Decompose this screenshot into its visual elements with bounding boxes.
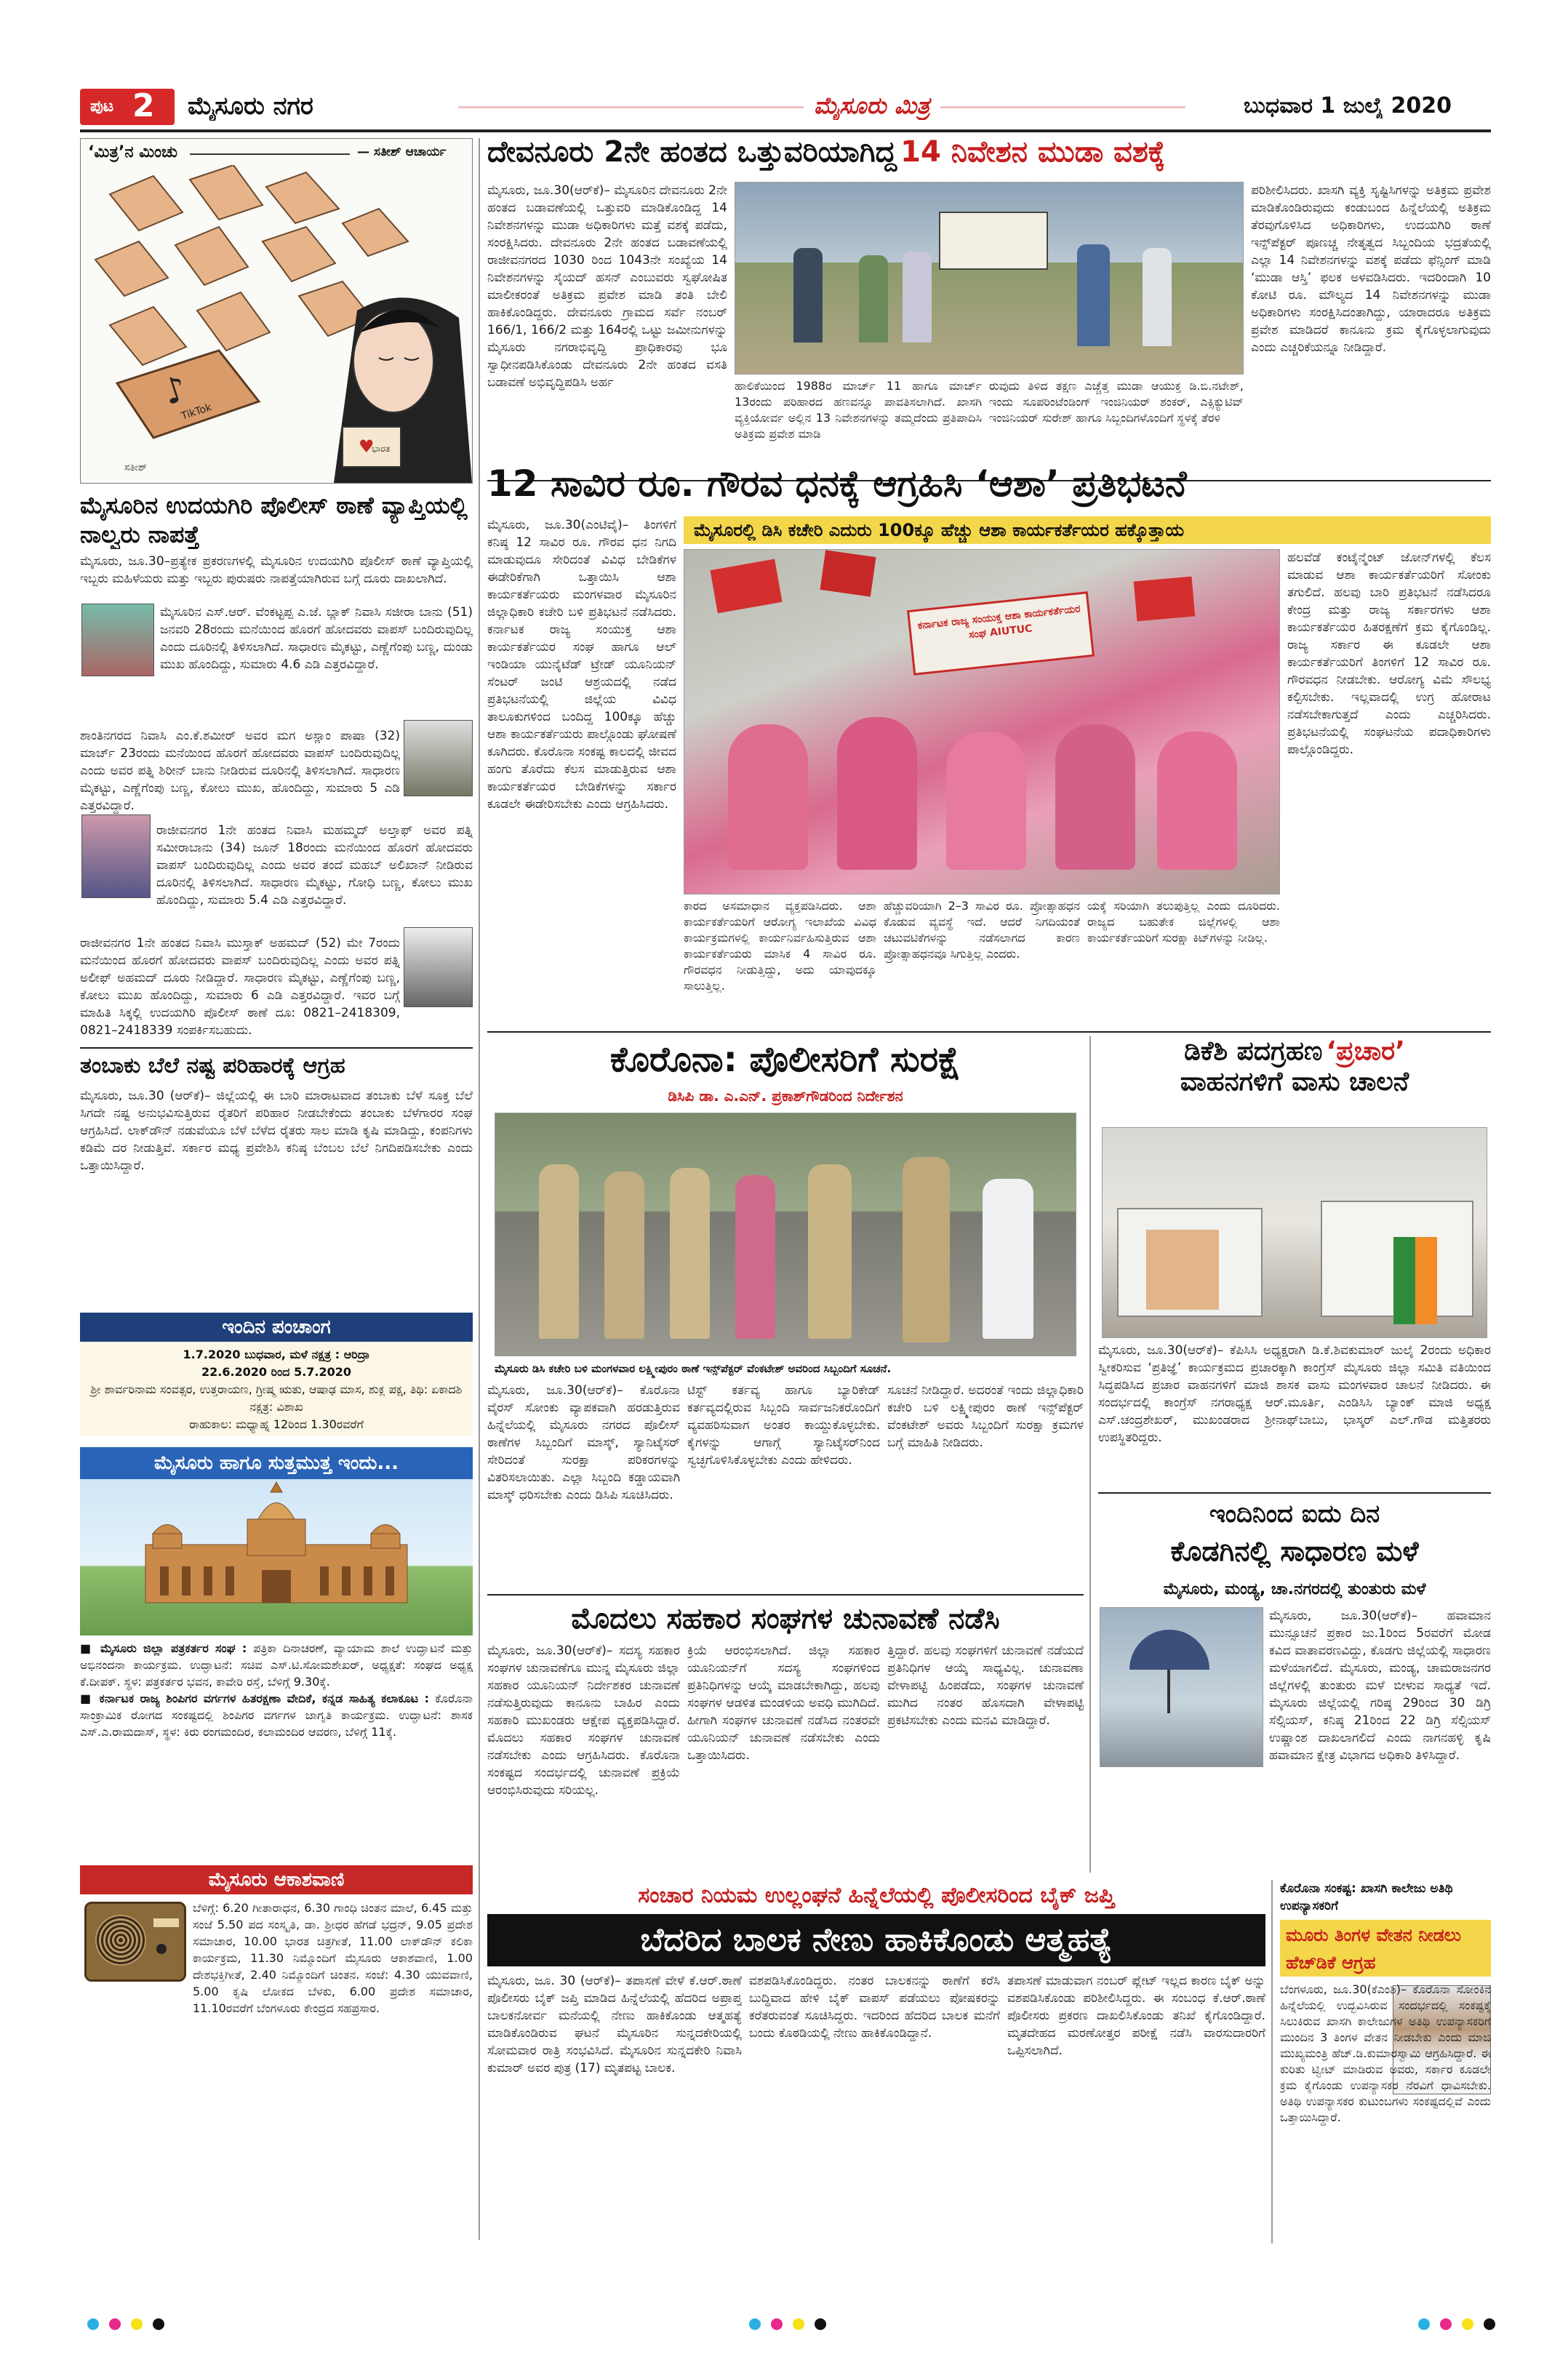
page-number: 2: [132, 87, 155, 124]
panchanga-line4: ರಾಹುಕಾಲ: ಮಧ್ಯಾಹ್ನ 12ರಿಂದ 1.30ರವರೆಗೆ: [189, 1417, 364, 1431]
story6-body: ಮೈಸೂರು, ಜೂ.30(ಆರ್‌ಕೆ)– ಕೆಪಿಸಿಸಿ ಅಧ್ಯಕ್ಷರಾಗಿ ಡಿ.ಕೆ.ಶಿವಕುಮಾರ್ ಜುಲೈ 2ರಂದು ಅಧಿಕಾರ ಸ್ವೀಕರಿಸುವ ‘ಪ್ರತಿಜ್ಞೆ’ ಕಾರ್ಯಕ್ರಮದ ಪ್ರಚಾರಕ್ಕಾಗಿ ಕಾಂಗ್ರೆಸ್ ಮೈಸೂರು ಜಿಲ್ಲಾ ಸಮಿತಿ ವತಿಯಿಂದ ಸಿದ್ಧಪಡಿಸಿದ ಪ್ರಚಾರ ವಾಹನಗಳಿಗೆ ಮಾಜಿ ಶಾಸಕ ವಾಸು ಮಂಗಳವಾರ ಚಾಲನೆ ನೀಡಿದರು. ಈ ಸಂದರ್ಭದಲ್ಲಿ ಕಾಂಗ್ರೆಸ್ ನಗರಾಧ್ಯಕ್ಷ ಆರ್.ಮೂರ್ತಿ, ಎಂಡಿಸಿಸಿ ಬ್ಯಾಂಕ್ ಮಾಜಿ ಅಧ್ಯಕ್ಷ ಎಸ್.ಚಂದ್ರಶೇಖರ್, ಮುಖಂಡರಾದ ಶ್ರೀನಾಥ್‌ಬಾಬು, ಭಾಸ್ಕರ್ ಎಲ್.ಗೌಡ ಮತ್ತಿತರರು ಉಪಸ್ಥಿತರಿದ್ದರು.: [1098, 1343, 1491, 1445]
reg-dot-cyan-mid: [749, 2318, 761, 2330]
reg-dot-black-left: [153, 2318, 164, 2330]
story5-subhead: ಡಿಸಿಪಿ ಡಾ. ಎ.ಎನ್. ಪ್ರಕಾಶ್‌ಗೌಡರಿಂದ ನಿರ್ದೇಶನ: [668, 1087, 903, 1105]
palace-illustration: [80, 1479, 473, 1636]
reg-dot-magenta-right: [1440, 2318, 1452, 2330]
story1-headline-a: ದೇವನೂರು 2ನೇ ಹಂತದ ಒತ್ತುವರಿಯಾಗಿದ್ದ: [487, 135, 897, 169]
story9-kicker: ಸಂಚಾರ ನಿಯಮ ಉಲ್ಲಂಘನೆ ಹಿನ್ನೆಲೆಯಲ್ಲಿ ಪೊಲೀಸರಿಂದ ಬೈಕ್ ಜಪ್ತಿ: [638, 1883, 1115, 1908]
event1-text: ಪತ್ರಿಕಾ ದಿನಾಚರಣೆ, ವ್ಯಾಯಾಮ ಶಾಲೆ ಉದ್ಘಾಟನೆ ಮತ್ತು ಅಭಿನಂದನಾ ಕಾರ್ಯಕ್ರಮ. ಉದ್ಘಾಟನೆ: ಸಚಿವ ಎಸ್.ಟಿ.ಸೋಮಶೇಖರ್, ಅಧ್ಯಕ್ಷತೆ: ಸಂಘದ ಅಧ್ಯಕ್ಷ ಕೆ.ದೀಪಕ್. ಸ್ಥಳ: ಪತ್ರಕರ್ತರ ಭವನ, ಕಾವೇರಿ ರಸ್ತೆ, ಬೆಳಿಗ್ಗೆ 9.30ಕ್ಕೆ.: [80, 1641, 473, 1689]
story8-col2: ಕ್ರಿಯೆ ಆರಂಭಿಸಲಾಗಿದೆ. ಜಿಲ್ಲಾ ಸಹಕಾರ ಯೂನಿಯನ್‌ಗೆ ಸದಸ್ಯ ಸಂಘಗಳಿಂದ ಪ್ರತಿನಿಧಿಗಳನ್ನು ಆಯ್ಕೆ ಮಾಡಬೇಕಾಗಿದ್ದು, ಹಲವು ಸಂಘಗಳ ಆಡಳಿತ ಮಂಡಳಿಯ ಅವಧಿ ಮುಗಿದಿದೆ. ಹೀಗಾಗಿ ಸಂಘಗಳ ಚುನಾವಣೆ ನಡೆಸಿದ ನಂತರವೇ ಯೂನಿಯನ್ ಚುನಾವಣೆ ನಡೆಸಬೇಕು ಎಂದು ಒತ್ತಾಯಿಸಿದರು.: [687, 1644, 880, 1763]
story3-headline-text: 12 ಸಾವಿರ ರೂ. ಗೌರವ ಧನಕ್ಕೆ ಆಗ್ರಹಿಸಿ ‘ಆಶಾ’ ಪ್ರತಿಭಟನೆ: [487, 463, 1187, 505]
right-column-divider: [1089, 1036, 1091, 1873]
story3-rule: [487, 1031, 1491, 1033]
reg-dot-yellow-right: [1462, 2318, 1473, 2330]
story1-col2: ಹಾಲಿಕೆಯಿಂದ 1988ರ ಮಾರ್ಚ್ 11 ಹಾಗೂ ಮಾರ್ಚ್ 13ರಂದು ಪರಿಹಾರದ ಹಣವನ್ನೂ ಪಾವತಿಸಲಾಗಿದೆ. ಖಾಸಗಿ ವ್ಯಕ್ತಿಯೋರ್ವ ಅಲ್ಲಿನ 13 ನಿವೇಶನಗಳನ್ನು ತಮ್ಮದೆಂದು ಪ್ರತಿಪಾದಿಸಿ ಅತಿಕ್ರಮ ಪ್ರವೇಶ ಮಾಡಿ: [735, 379, 982, 441]
story5-col1: ಮೈಸೂರು, ಜೂ.30(ಆರ್‌ಕೆ)– ಕೊರೊನಾ ವೈರಸ್ ಸೋಂಕು ವ್ಯಾಪಕವಾಗಿ ಹರಡುತ್ತಿರುವ ಹಿನ್ನೆಲೆಯಲ್ಲಿ ಮೈಸೂರು ನಗರದ ಪೊಲೀಸ್ ಠಾಣೆಗಳ ಸಿಬ್ಬಂದಿಗೆ ಮಾಸ್ಕ್, ಸ್ಯಾನಿಟೈಸರ್ ಸೇರಿದಂತೆ ಸುರಕ್ಷಾ ಪರಿಕರಗಳನ್ನು ವಿತರಿಸಲಾಯಿತು. ಎಲ್ಲಾ ಸಿಬ್ಬಂದಿ ಕಡ್ಡಾಯವಾಗಿ ಮಾಸ್ಕ್ ಧರಿಸಬೇಕು ಎಂದು ಡಿಸಿಪಿ ಸೂಚಿಸಿದರು.: [487, 1383, 680, 1502]
section-name: ಮೈಸೂರು ನಗರ: [188, 92, 313, 121]
story3-col4: ಯಕ್ಕೆ ಸರಿಯಾಗಿ ತಲುಪುತ್ತಿಲ್ಲ ಎಂದು ದೂರಿದರು. ರಾಜ್ಯದ ಬಹುತೇಕ ಜಿಲ್ಲೆಗಳಲ್ಲಿ ಆಶಾ ಕಾರ್ಯಕರ್ತೆಯರಿಗೆ ಸುರಕ್ಷಾ ಕಿಟ್‌ಗಳನ್ನು ನೀಡಿಲ್ಲ.: [1087, 899, 1280, 945]
missing-photo-1: [81, 604, 154, 676]
protest-banner-text: ಕರ್ನಾಟಕ ರಾಜ್ಯ ಸಂಯುಕ್ತ ಆಶಾ ಕಾರ್ಯಕರ್ತೆಯರ ಸಂಘ AIUTUC: [917, 603, 1081, 641]
story6-rule: [1098, 1492, 1491, 1494]
radio-body: ಬೆಳಿಗ್ಗೆ: 6.20 ಗೀತಾರಾಧನ, 6.30 ಗಾಂಧಿ ಚಿಂತನ ಮಾಲೆ, 6.45 ಮತ್ತು ಸಂಜೆ 5.50 ಪದ ಸಂಸ್ಕೃತಿ, ಡಾ. ಶ್ರೀಧರ ಹೆಗಡೆ ಭದ್ರನ್, 9.05 ಪ್ರದೇಶ ಸಮಾಚಾರ, 10.00 ಭಾರತ ಚಿತ್ರಗೀತೆ, 11.00 ಲಾಕ್‌ಡೌನ್ ಕಲಿಕಾ ಕಾರ್ಯಕ್ರಮ, 11.30 ನಿಮ್ಮೊಂದಿಗೆ ಮೈಸೂರು ಆಕಾಶವಾಣಿ, 1.00 ದೇಶಭಕ್ತಿಗೀತೆ, 2.40 ನಿಮ್ಮೊಂದಿಗೆ ಚಿಂತನ. ಸಂಜೆ: 4.30 ಯುವವಾಣಿ, 5.00 ಕೃಷಿ ಲೋಕದ ಬೆಳಕು, 6.00 ಪ್ರದೇಶ ಸಮಾಚಾರ, 11.10ರವರೆಗೆ ಬೆಂಗಳೂರು ಕೇಂದ್ರದ ಸಹಪ್ರಸಾರ.: [193, 1901, 473, 2015]
story1-col4: ಪರಿಶೀಲಿಸಿದರು. ಖಾಸಗಿ ವ್ಯಕ್ತಿ ಸೃಷ್ಟಿಸಿಗಳನ್ನು ಅತಿಕ್ರಮ ಪ್ರವೇಶ ಮಾಡಿಕೊಂಡಿರುವುದು ಕಂಡುಬಂದ ಹಿನ್ನೆಲೆಯಲ್ಲಿ ಅತಿಕ್ರಮ ತೆರವುಗೊಳಿಸಿದ ಅಧಿಕಾರಿಗಳು, ಉದಯಗಿರಿ ಠಾಣೆ ಇನ್ಸ್‌ಪೆಕ್ಟರ್ ಪೂಣಚ್ಚ ನೇತೃತ್ವದ ಸಿಬ್ಬಂದಿಯ ಭದ್ರತೆಯಲ್ಲಿ ಎಲ್ಲಾ 14 ನಿವೇಶನಗಳನ್ನು ವಶಕ್ಕೆ ಪಡೆದು ಫೆನ್ಸಿಂಗ್ ಮಾಡಿ ‘ಮುಡಾ ಆಸ್ತಿ’ ಫಲಕ ಅಳವಡಿಸಿದರು. ಇದರಿಂದಾಗಿ 10 ಕೋಟಿ ರೂ. ಮೌಲ್ಯದ 14 ನಿವೇಶನಗಳನ್ನು ಮುಡಾ ಅಧಿಕಾರಿಗಳು ಸಂರಕ್ಷಿಸಿದಂತಾಗಿದ್ದು, ಯಾರಾದರೂ ಅತಿಕ್ರಮ ಪ್ರವೇಶ ಮಾಡಿದರೆ ಕಾನೂನು ಕ್ರಮ ಕೈಗೊಳ್ಳಲಾಗುವುದು ಎಂದು ಎಚ್ಚರಿಕೆಯನ್ನೂ ನೀಡಿದ್ದಾರೆ.: [1251, 183, 1491, 355]
panchanga-box: [80, 1342, 473, 1436]
story1-headline-b: 14 ನಿವೇಶನ ಮುಡಾ ವಶಕ್ಕೆ: [900, 135, 1166, 169]
story6-headline-a: ಡಿಕೆಶಿ ಪದಗ್ರಹಣ: [1184, 1036, 1323, 1066]
story7-headline-b: ಕೊಡಗಿನಲ್ಲಿ ಸಾಧಾರಣ ಮಳೆ: [1170, 1535, 1419, 1567]
masthead: [80, 86, 1491, 128]
issue-date: ಬುಧವಾರ 1 ಜುಲೈ 2020: [1244, 93, 1452, 119]
story9-col1: ಮೈಸೂರು, ಜೂ. 30 (ಆರ್‌ಕೆ)– ತಪಾಸಣೆ ವೇಳೆ ಕೆ.ಆರ್.ಠಾಣೆ ಪೊಲೀಸರು ಬೈಕ್ ಜಪ್ತಿ ಮಾಡಿದ ಹಿನ್ನೆಲೆಯಲ್ಲಿ ಹೆದರಿದ ಅಪ್ರಾಪ್ತ ಬಾಲಕನೋರ್ವ ಮನೆಯಲ್ಲಿ ನೇಣು ಹಾಕಿಕೊಂಡು ಆತ್ಮಹತ್ಯೆ ಮಾಡಿಕೊಂಡಿರುವ ಘಟನೆ ಮೈಸೂರಿನ ಸುನ್ನದಕೇರಿಯಲ್ಲಿ ಸೋಮವಾರ ರಾತ್ರಿ ಸಂಭವಿಸಿದೆ. ಮೈಸೂರಿನ ಸುನ್ನದಕೇರಿ ನಿವಾಸಿ ಕುಮಾರ್ ಅವರ ಪುತ್ರ (17) ಮೃತಪಟ್ಟ ಬಾಲಕ.: [487, 1974, 742, 2075]
story10-headline: ಮೂರು ತಿಂಗಳ ವೇತನ ನೀಡಲು ಹೆಚ್‌ಡಿಕೆ ಆಗ್ರಹ: [1280, 1920, 1491, 1977]
panchanga-line1: 1.7.2020 ಬುಧವಾರ, ಮಳೆ ನಕ್ಷತ್ರ : ಆರಿದ್ರಾ: [183, 1348, 370, 1361]
story3-col3: ಹೆಚ್ಚುವರಿಯಾಗಿ 2–3 ಸಾವಿರ ರೂ. ಪ್ರೋತ್ಸಾಹಧನ ಕೊಡುವ ವ್ಯವಸ್ಥೆ ಇದೆ. ಆದರೆ ನಿಗದಿಯಂತೆ ಚಟುವಟಿಕೆಗಳನ್ನು ನಡೆಸಲಾಗದ ಕಾರಣ ಪ್ರೋತ್ಸಾಹಧನವೂ ಸಿಗುತ್ತಿಲ್ಲ ಎಂದರು.: [884, 899, 1080, 961]
story5-rule: [487, 1594, 1084, 1596]
cartoon-title-rule: [190, 153, 350, 155]
events-title: ಮೈಸೂರು ಹಾಗೂ ಸುತ್ತಮುತ್ತ ಇಂದು...: [80, 1447, 473, 1479]
story7-headline-a: ಇಂದಿನಿಂದ ಐದು ದಿನ: [1209, 1500, 1380, 1529]
story1-col1: ಮೈಸೂರು, ಜೂ.30(ಆರ್‌ಕೆ)– ಮೈಸೂರಿನ ದೇವನೂರು 2ನೇ ಹಂತದ ಬಡಾವಣೆಯಲ್ಲಿ ಒತ್ತುವರಿ ಮಾಡಿಕೊಂಡಿದ್ದ 14 ನಿವೇಶನಗಳನ್ನು ಮುಡಾ ಅಧಿಕಾರಿಗಳು ಮತ್ತೆ ವಶಕ್ಕೆ ಪಡೆದು, ಸಂರಕ್ಷಿಸಿದರು. ದೇವನೂರು 2ನೇ ಹಂತದ ಬಡಾವಣೆಯಲ್ಲಿ ರಾಜೀವನಗರದ 1030 ರಿಂದ 1043ನೇ ಸಂಖ್ಯೆಯ 14 ನಿವೇಶನಗಳನ್ನು ಸೈಯದ್ ಹಸನ್ ಎಂಬುವರು ಸ್ವಘೋಷಿತ ಮಾಲೀಕರಂತೆ ಅತಿಕ್ರಮ ಪ್ರವೇಶ ಮಾಡಿ ತಂತಿ ಬೇಲಿ ಹಾಕಿಕೊಂಡಿದ್ದರು. ದೇವನೂರು ಗ್ರಾಮದ ಸರ್ವೆ ನಂಬರ್ 166/1, 166/2 ಮತ್ತು 164ರಲ್ಲಿ ಒಟ್ಟು ಜಮೀನುಗಳನ್ನು ಮೈಸೂರು ನಗರಾಭಿವೃದ್ಧಿ ಪ್ರಾಧಿಕಾರವು ಭೂ ಸ್ವಾಧೀನಪಡಿಸಿಕೊಂಡು ದೇವನೂರು 2ನೇ ಹಂತದ ವಸತಿ ಬಡಾವಣೆ ಅಭಿವೃದ್ಧಿಪಡಿಸಿ ಅರ್ಹ: [487, 183, 727, 390]
story6-headline-b: ವಾಹನಗಳಿಗೆ ವಾಸು ಚಾಲನೆ: [1180, 1067, 1409, 1097]
story2-rule: [80, 1047, 473, 1049]
story1-headline: [487, 135, 1491, 179]
paper-name: ಮೈಸೂರು ಮಿತ್ರ: [804, 92, 940, 120]
story1-col3: ರುವುದು ತಿಳಿದ ತಕ್ಷಣ ಎಚ್ಚೆತ್ತ ಮುಡಾ ಆಯುಕ್ತ ಡಿ.ಬಿ.ನಟೇಶ್, ಇಂದು ಸೂಪರಿಂಟೆಂಡಿಂಗ್ ಇಂಜಿನಿಯರ್ ಶಂಕರ್, ಎಕ್ಸಿಕ್ಯುಟಿವ್ ಇಂಜಿನಿಯರ್ ಸುರೇಶ್ ಹಾಗೂ ಸಿಬ್ಬಂದಿಗಳೊಂದಿಗೆ ಸ್ಥಳಕ್ಕೆ ತೆರಳಿ: [989, 379, 1244, 425]
story3-photo: [684, 549, 1280, 894]
story3-col2: ಕಾರದ ಅಸಮಾಧಾನ ವ್ಯಕ್ತಪಡಿಸಿದರು. ಆಶಾ ಕಾರ್ಯಕರ್ತೆಯರಿಗೆ ಆರೋಗ್ಯ ಇಲಾಖೆಯ ವಿವಿಧ ಕಾರ್ಯಕ್ರಮಗಳಲ್ಲಿ ಕಾರ್ಯನಿರ್ವಹಿಸುತ್ತಿರುವ ಆಶಾ ಕಾರ್ಯಕರ್ತೆಯರು ಮಾಸಿಕ 4 ಸಾವಿರ ರೂ. ಗೌರವಧನ ನೀಡುತ್ತಿದ್ದು, ಅದು ಯಾವುದಕ್ಕೂ ಸಾಲುತ್ತಿಲ್ಲ.: [684, 899, 876, 993]
reg-dot-magenta-left: [109, 2318, 121, 2330]
protest-banner: [907, 591, 1095, 676]
story9-col2: ವಶಪಡಿಸಿಕೊಂಡಿದ್ದರು. ನಂತರ ಬಾಲಕನನ್ನು ಠಾಣೆಗೆ ಕರೆಸಿ ಬುದ್ಧಿವಾದ ಹೇಳಿ ಬೈಕ್ ವಾಪಸ್ ಪಡೆಯಲು ಪೋಷಕರನ್ನು ಕರೆತರುವಂತೆ ಸೂಚಿಸಿದ್ದರು. ಇದರಿಂದ ಹೆದರಿದ ಬಾಲಕ ಮನೆಗೆ ಬಂದು ಕೊಠಡಿಯಲ್ಲಿ ನೇಣು ಹಾಕಿಕೊಂಡಿದ್ದಾನೆ.: [749, 1974, 1000, 2041]
reg-dot-yellow-mid: [793, 2318, 804, 2330]
story6-photo: [1102, 1127, 1487, 1338]
story4-body: ಮೈಸೂರು, ಜೂ.30 (ಆರ್‌ಕೆ)– ಜಿಲ್ಲೆಯಲ್ಲಿ ಈ ಬಾರಿ ಮಾರಾಟವಾದ ತಂಬಾಕು ಬೆಳೆ ಸೂಕ್ತ ಬೆಲೆ ಸಿಗದೇ ನಷ್ಟ ಅನುಭವಿಸುತ್ತಿರುವ ರೈತರಿಗೆ ಪರಿಹಾರ ನೀಡಬೇಕೆಂದು ತಂಬಾಕು ಬೆಳೆಗಾರರ ಸಂಘ ಆಗ್ರಹಿಸಿದೆ. ಲಾಕ್‌ಡೌನ್ ನಡುವೆಯೂ ಬೆಳೆ ಬೆಳೆದ ರೈತರು ಸಾಲ ಮಾಡಿ ಕೃಷಿ ಮಾಡಿದ್ದು, ಕಂಪನಿಗಳು ಕಡಿಮೆ ದರ ನೀಡುತ್ತಿವೆ. ಸರ್ಕಾರ ಮಧ್ಯ ಪ್ರವೇಶಿಸಿ ಕನಿಷ್ಠ ಬೆಂಬಲ ಬೆಲೆ ನಿಗದಿಪಡಿಸಬೇಕು ಎಂದು ಒತ್ತಾಯಿಸಿದ್ದಾರೆ.: [80, 1089, 473, 1173]
page-number-badge: [80, 89, 175, 125]
reg-dot-yellow-left: [131, 2318, 143, 2330]
story3-col1: ಮೈಸೂರು, ಜೂ.30(ಎಂಟಿವೈ)– ತಿಂಗಳಿಗೆ ಕನಿಷ್ಠ 12 ಸಾವಿರ ರೂ. ಗೌರವ ಧನ ನಿಗದಿ ಮಾಡುವುದೂ ಸೇರಿದಂತೆ ವಿವಿಧ ಬೇಡಿಕೆಗಳ ಈಡೇರಿಕೆಗಾಗಿ ಒತ್ತಾಯಿಸಿ ಆಶಾ ಕಾರ್ಯಕರ್ತೆಯರು ಮಂಗಳವಾರ ಮೈಸೂರಿನ ಜಿಲ್ಲಾಧಿಕಾರಿ ಕಚೇರಿ ಬಳಿ ಪ್ರತಿಭಟನೆ ನಡೆಸಿದರು. ಕರ್ನಾಟಕ ರಾಜ್ಯ ಸಂಯುಕ್ತ ಆಶಾ ಕಾರ್ಯಕರ್ತೆಯರ ಸಂಘ ಹಾಗೂ ಆಲ್ ಇಂಡಿಯಾ ಯುನೈಟೆಡ್ ಟ್ರೇಡ್ ಯೂನಿಯನ್ ಸೆಂಟರ್ ಜಂಟಿ ಆಶ್ರಯದಲ್ಲಿ ನಡೆದ ಪ್ರತಿಭಟನೆಯಲ್ಲಿ ಜಿಲ್ಲೆಯ ವಿವಿಧ ತಾಲೂಕುಗಳಿಂದ ಬಂದಿದ್ದ 100ಕ್ಕೂ ಹೆಚ್ಚು ಆಶಾ ಕಾರ್ಯಕರ್ತೆಯರು ಪಾಲ್ಗೊಂಡು ಘೋಷಣೆ ಕೂಗಿದರು. ಕೊರೊನಾ ಸಂಕಷ್ಟ ಕಾಲದಲ್ಲಿ ಜೀವದ ಹಂಗು ತೊರೆದು ಕೆಲಸ ಮಾಡುತ್ತಿರುವ ಆಶಾ ಕಾರ್ಯಕರ್ತೆಯರ ಬೇಡಿಕೆಗಳನ್ನು ಸರ್ಕಾರ ಕೂಡಲೇ ಈಡೇರಿಸಬೇಕು ಎಂದು ಆಗ್ರಹಿಸಿದರು.: [487, 518, 676, 812]
story5-photo: [495, 1113, 1076, 1356]
panchanga-line2: 22.6.2020 ರಿಂದ 5.7.2020: [201, 1365, 352, 1379]
missing-photo-3: [81, 814, 151, 898]
reg-dot-cyan-right: [1418, 2318, 1430, 2330]
story2-p3: ಶಾಂತಿನಗರದ ನಿವಾಸಿ ಎಂ.ಕೆ.ಶಮೀರ್ ಅವರ ಮಗ ಅಸ್ಲಾಂ ಪಾಷಾ (32) ಮಾರ್ಚ್ 23ರಂದು ಮನೆಯಿಂದ ಹೊರಗೆ ಹೋದವರು ವಾಪಸ್ ಬಂದಿರುವುದಿಲ್ಲ ಎಂದು ಅವರ ಪತ್ನಿ ಶಿರೀನ್ ಬಾನು ನೀಡಿರುವ ದೂರಿನಲ್ಲಿ ತಿಳಿಸಲಾಗಿದೆ. ಸಾಧಾರಣ ಮೈಕಟ್ಟು, ಎಣ್ಣೆಗೆಂಪು ಬಣ್ಣ, ಕೋಲು ಮುಖ, ಹೊಂದಿದ್ದು, ಸುಮಾರು 5 ಎಡಿ ಎತ್ತರವಿದ್ದಾರೆ.: [80, 729, 400, 813]
event2-label: ■ ಕರ್ನಾಟಕ ರಾಜ್ಯ ಶಿಂಪಿಗರ ವರ್ಗಗಳ ಹಿತರಕ್ಷಣಾ ವೇದಿಕೆ, ಕನ್ನಡ ಸಾಹಿತ್ಯ ಕಲಾಕೂಟ :: [80, 1692, 430, 1705]
svg-text:♥: ♥: [359, 436, 375, 457]
radio-icon: [84, 1902, 186, 1982]
story3-headline: [487, 458, 1491, 509]
story7-body: ಮೈಸೂರು, ಜೂ.30(ಆರ್‌ಕೆ)– ಹವಾಮಾನ ಮುನ್ಸೂಚನೆ ಪ್ರಕಾರ ಜು.1ರಿಂದ 5ರವರೆಗೆ ಮೋಡ ಕವಿದ ವಾತಾವರಣವಿದ್ದು, ಕೊಡಗು ಜಿಲ್ಲೆಯಲ್ಲಿ ಸಾಧಾರಣ ಮಳೆಯಾಗಲಿದೆ. ಮೈಸೂರು, ಮಂಡ್ಯ, ಚಾಮರಾಜನಗರ ಜಿಲ್ಲೆಗಳಲ್ಲಿ ತುಂತುರು ಮಳೆ ಬೀಳುವ ಸಾಧ್ಯತೆ ಇದೆ. ಮೈಸೂರು ಜಿಲ್ಲೆಯಲ್ಲಿ ಗರಿಷ್ಠ 29ರಿಂದ 30 ಡಿಗ್ರಿ ಸೆಲ್ಸಿಯಸ್, ಕನಿಷ್ಠ 21ರಿಂದ 22 ಡಿಗ್ರಿ ಸೆಲ್ಸಿಯಸ್ ಉಷ್ಣಾಂಶ ದಾಖಲಾಗಲಿದೆ ಎಂದು ನಾಗನಹಳ್ಳಿ ಕೃಷಿ ಹವಾಮಾನ ಕ್ಷೇತ್ರ ವಿಭಾಗದ ಅಧಿಕಾರಿ ತಿಳಿಸಿದ್ದಾರೆ.: [1269, 1609, 1491, 1763]
story7-photo: [1100, 1607, 1263, 1767]
panchanga-line3: ಶ್ರೀ ಶಾರ್ವರಿನಾಮ ಸಂವತ್ಸರ, ಉತ್ತರಾಯಣ, ಗ್ರೀಷ್ಮ ಋತು, ಆಷಾಢ ಮಾಸ, ಶುಕ್ಲ ಪಕ್ಷ, ತಿಥಿ: ಏಕಾದಶಿ ನಕ್ಷತ್ರ: ವಿಶಾಖ: [90, 1382, 463, 1414]
story1-photo: [735, 182, 1244, 375]
cartoon-illustration: [81, 165, 472, 483]
event1-label: ■ ಮೈಸೂರು ಜಿಲ್ಲಾ ಪತ್ರಕರ್ತರ ಸಂಘ :: [80, 1641, 247, 1655]
reg-dot-magenta-mid: [771, 2318, 783, 2330]
story3-col5: ಹಲವೆಡೆ ಕಂಟೈನ್ಮೆಂಟ್ ಜೋನ್‌ಗಳಲ್ಲಿ ಕೆಲಸ ಮಾಡುವ ಆಶಾ ಕಾರ್ಯಕರ್ತೆಯರಿಗೆ ಸೋಂಕು ತಗುಲಿದೆ. ಹಲವು ಬಾರಿ ಪ್ರತಿಭಟನೆ ನಡೆಸಿದರೂ ಕೇಂದ್ರ ಮತ್ತು ರಾಜ್ಯ ಸರ್ಕಾರಗಳು ಆಶಾ ಕಾರ್ಯಕರ್ತೆಯರ ಹಿತರಕ್ಷಣೆಗೆ ಕ್ರಮ ಕೈಗೊಂಡಿಲ್ಲ. ರಾಜ್ಯ ಸರ್ಕಾರ ಈ ಕೂಡಲೇ ಆಶಾ ಕಾರ್ಯಕರ್ತೆಯರಿಗೆ ತಿಂಗಳಿಗೆ 12 ಸಾವಿರ ರೂ. ಗೌರವಧನ ನೀಡಬೇಕು. ಆರೋಗ್ಯ ವಿಮೆ ಸೌಲಭ್ಯ ಕಲ್ಪಿಸಬೇಕು. ಇಲ್ಲವಾದಲ್ಲಿ ಉಗ್ರ ಹೋರಾಟ ನಡೆಸಬೇಕಾಗುತ್ತದೆ ಎಂದು ಎಚ್ಚರಿಸಿದರು. ಪ್ರತಿಭಟನೆಯಲ್ಲಿ ಸಂಘಟನೆಯ ಪದಾಧಿಕಾರಿಗಳು ಪಾಲ್ಗೊಂಡಿದ್ದರು.: [1287, 551, 1491, 757]
radio-title: ಮೈಸೂರು ಆಕಾಶವಾಣಿ: [80, 1865, 473, 1894]
story9-col3: ತಪಾಸಣೆ ಮಾಡುವಾಗ ನಂಬರ್ ಪ್ಲೇಟ್ ಇಲ್ಲದ ಕಾರಣ ಬೈಕ್ ಅನ್ನು ವಶಪಡಿಸಿಕೊಂಡು ಪರಿಶೀಲಿಸಿದ್ದರು. ಈ ಸಂಬಂಧ ಕೆ.ಆರ್.ಠಾಣೆ ಪೊಲೀಸರು ಪ್ರಕರಣ ದಾಖಲಿಸಿಕೊಂಡು ತನಿಖೆ ಕೈಗೊಂಡಿದ್ದಾರೆ. ಮೃತದೇಹದ ಮರಣೋತ್ತರ ಪರೀಕ್ಷೆ ನಡೆಸಿ ವಾರಸುದಾರರಿಗೆ ಒಪ್ಪಿಸಲಾಗಿದೆ.: [1007, 1974, 1265, 2058]
story2-p1: ಮೈಸೂರು, ಜೂ.30–ಪ್ರತ್ಯೇಕ ಪ್ರಕರಣಗಳಲ್ಲಿ ಮೈಸೂರಿನ ಉದಯಗಿರಿ ಪೊಲೀಸ್ ಠಾಣೆ ವ್ಯಾಪ್ತಿಯಲ್ಲಿ ಇಬ್ಬರು ಮಹಿಳೆಯರು ಮತ್ತು ಇಬ್ಬರು ಪುರುಷರು ನಾಪತ್ತೆಯಾಗಿರುವ ಬಗ್ಗೆ ದೂರು ದಾಖಲಾಗಿದೆ.: [80, 554, 473, 586]
missing-photo-2: [404, 720, 473, 796]
story9-headline: ಬೆದರಿದ ಬಾಲಕ ನೇಣು ಹಾಕಿಕೊಂಡು ಆತ್ಮಹತ್ಯೆ: [487, 1914, 1265, 1966]
story2-p2: ಮೈಸೂರಿನ ಎಸ್.ಆರ್. ವೆಂಕಟ್ಟಪ್ಪ ಎ.ಜೆ. ಬ್ಲಾಕ್ ನಿವಾಸಿ ಸಜೀರಾ ಬಾನು (51) ಜನವರಿ 28ರಂದು ಮನೆಯಿಂದ ಹೊರಗೆ ಹೋದವರು ವಾಪಸ್ ಬಂದಿರುವುದಿಲ್ಲ ಎಂದು ದೂರಿನಲ್ಲಿ ತಿಳಿಸಲಾಗಿದೆ. ಸಾಧಾರಣ ಮೈಕಟ್ಟು, ಎಣ್ಣೆಗೆಂಪು ಬಣ್ಣ, ದುಂಡು ಮುಖ ಹೊಂದಿದ್ದು, ಸುಮಾರು 4.6 ಎಡಿ ಎತ್ತರವಿದ್ದಾರೆ.: [160, 605, 473, 672]
story8-col1: ಮೈಸೂರು, ಜೂ.30(ಆರ್‌ಕೆ)– ಸದಸ್ಯ ಸಹಕಾರ ಸಂಘಗಳ ಚುನಾವಣೆಗೂ ಮುನ್ನ ಮೈಸೂರು ಜಿಲ್ಲಾ ಸಹಕಾರ ಯೂನಿಯನ್ ನಿರ್ದೇಶಕರ ಚುನಾವಣೆ ನಡೆಸುತ್ತಿರುವುದು ಕಾನೂನು ಬಾಹಿರ ಎಂದು ಸಹಕಾರಿ ಮುಖಂಡರು ಆಕ್ಷೇಪ ವ್ಯಕ್ತಪಡಿಸಿದ್ದಾರೆ. ಮೊದಲು ಸಹಕಾರ ಸಂಘಗಳ ಚುನಾವಣೆ ನಡೆಸಬೇಕು ಎಂದು ಆಗ್ರಹಿಸಿದರು. ಕೊರೊನಾ ಸಂಕಷ್ಟದ ಸಂದರ್ಭದಲ್ಲಿ ಚುನಾವಣೆ ಪ್ರಕ್ರಿಯೆ ಆರಂಭಿಸಿರುವುದು ಸರಿಯಲ್ಲ.: [487, 1644, 680, 1798]
story7-subhead: ಮೈಸೂರು, ಮಂಡ್ಯ, ಚಾ.ನಗರದಲ್ಲಿ ತುಂತುರು ಮಳೆ: [1163, 1580, 1426, 1598]
story4-headline: ತಂಬಾಕು ಬೆಲೆ ನಷ್ಟ ಪರಿಹಾರಕ್ಕೆ ಆಗ್ರಹ: [80, 1053, 345, 1078]
story7-headline: [1098, 1497, 1491, 1584]
story10-kicker: ಕೊರೊನಾ ಸಂಕಷ್ಟ: ಖಾಸಗಿ ಕಾಲೇಜು ಅತಿಥಿ ಉಪನ್ಯಾಸಕರಿಗೆ: [1280, 1881, 1453, 1913]
cartoon-box: [80, 138, 473, 484]
muda-signboard: [939, 212, 1048, 270]
story3-subhead: ಮೈಸೂರಲ್ಲಿ ಡಿಸಿ ಕಚೇರಿ ಎದುರು 100ಕ್ಕೂ ಹೆಚ್ಚು ಆಶಾ ಕಾರ್ಯಕರ್ತೆಯರ ಹಕ್ಕೊತ್ತಾಯ: [684, 516, 1491, 544]
missing-photo-4: [404, 927, 473, 1007]
heart-text: ಭಾರತ: [372, 444, 391, 454]
story8-headline: ಮೊದಲು ಸಹಕಾರ ಸಂಘಗಳ ಚುನಾವಣೆ ನಡೆಸಿ: [571, 1602, 1000, 1636]
story10-body: ಬೆಂಗಳೂರು, ಜೂ.30(ಕೆಎಂಶಿ)– ಕೊರೊನಾ ಸೋಂಕಿನ ಹಿನ್ನೆಲೆಯಲ್ಲಿ ಉದ್ಭವಿಸಿರುವ ಸಂದರ್ಭದಲ್ಲಿ ಸಂಕಷ್ಟಕ್ಕೆ ಸಿಲುಕಿರುವ ಖಾಸಗಿ ಕಾಲೇಜುಗಳ ಅತಿಥಿ ಉಪನ್ಯಾಸಕರಿಗೆ ಮುಂದಿನ 3 ತಿಂಗಳ ವೇತನ ನೀಡಬೇಕು ಎಂದು ಮಾಜಿ ಮುಖ್ಯಮಂತ್ರಿ ಹೆಚ್.ಡಿ.ಕುಮಾರಸ್ವಾಮಿ ಆಗ್ರಹಿಸಿದ್ದಾರೆ. ಈ ಕುರಿತು ಟ್ವೀಟ್ ಮಾಡಿರುವ ಅವರು, ಸರ್ಕಾರ ಕೂಡಲೇ ಕ್ರಮ ಕೈಗೊಂಡು ಉಪನ್ಯಾಸಕರ ನೆರವಿಗೆ ಧಾವಿಸಬೇಕು. ಅತಿಥಿ ಉಪನ್ಯಾಸಕರ ಕುಟುಂಬಗಳು ಸಂಕಷ್ಟದಲ್ಲಿವೆ ಎಂದು ಒತ್ತಾಯಿಸಿದ್ದಾರೆ.: [1280, 1982, 1491, 2124]
event2-text: ಕೊರೊನಾ ಸಾಂಕ್ರಾಮಿಕ ರೋಗದ ಸಂಕಷ್ಟದಲ್ಲಿ ಶಿಂಪಿಗರ ವರ್ಗಗಳ ಜಾಗೃತಿ ಕಾರ್ಯಕ್ರಮ. ಉದ್ಘಾಟನೆ: ಶಾಸಕ ಎಸ್.ಎ.ರಾಮದಾಸ್, ಸ್ಥಳ: ಕಿರು ರಂಗಮಂದಿರ, ಕಲಾಮಂದಿರ ಆವರಣ, ಬೆಳಿಗ್ಗೆ 11ಕ್ಕೆ.: [80, 1692, 473, 1739]
cartoon-author: — ಸತೀಶ್ ಆಚಾರ್ಯ: [357, 145, 447, 159]
panchanga-title: ಇಂದಿನ ಪಂಚಾಂಗ: [80, 1313, 473, 1342]
cartoon-signature: ಸತೀಶ್: [124, 462, 148, 473]
story5-col2: ಟಿಸ್ಟ್ ಕರ್ತವ್ಯ ಹಾಗೂ ಬ್ಯಾರಿಕೇಡ್ ಕರ್ತವ್ಯದಲ್ಲಿರುವ ಸಿಬ್ಬಂದಿ ಸಾರ್ವಜನಿಕರೊಂದಿಗೆ ವ್ಯವಹರಿಸುವಾಗ ಅಂತರ ಕಾಯ್ದುಕೊಳ್ಳಬೇಕು. ಕೈಗಳನ್ನು ಆಗಾಗ್ಗೆ ಸ್ಯಾನಿಟೈಸರ್‌ನಿಂದ ಸ್ವಚ್ಛಗೊಳಿಸಿಕೊಳ್ಳಬೇಕು ಎಂದು ಹೇಳಿದರು.: [687, 1383, 880, 1468]
story8-col3: ತ್ತಿದ್ದಾರೆ. ಹಲವು ಸಂಘಗಳಿಗೆ ಚುನಾವಣೆ ನಡೆಯದೆ ಪ್ರತಿನಿಧಿಗಳ ಆಯ್ಕೆ ಸಾಧ್ಯವಿಲ್ಲ. ಚುನಾವಣಾ ವೇಳಾಪಟ್ಟಿ ಹಿಂಪಡೆದು, ಸಂಘಗಳ ಚುನಾವಣೆ ಮುಗಿದ ನಂತರ ಹೊಸದಾಗಿ ವೇಳಾಪಟ್ಟಿ ಪ್ರಕಟಿಸಬೇಕು ಎಂದು ಮನವಿ ಮಾಡಿದ್ದಾರೆ.: [887, 1644, 1084, 1728]
umbrella-icon: [1129, 1630, 1209, 1670]
page-label: ಪುಟ: [90, 97, 114, 116]
story6-headline: [1098, 1036, 1491, 1124]
story2-p5: ರಾಜೀವನಗರ 1ನೇ ಹಂತದ ನಿವಾಸಿ ಮುಸ್ತಾಕ್ ಅಹಮದ್ (52) ಮೇ 7ರಂದು ಮನೆಯಿಂದ ಹೊರಗೆ ಹೋದವರು ವಾಪಸ್ ಬಂದಿರುವುದಿಲ್ಲ ಎಂದು ಅವರ ಪತ್ನಿ ಅಲೀಫ್ ಅಹಮದ್ ದೂರು ನೀಡಿದ್ದಾರೆ. ಸಾಧಾರಣ ಮೈಕಟ್ಟು, ಎಣ್ಣೆಗೆಂಪು ಬಣ್ಣ, ಕೋಲು ಮುಖ ಹೊಂದಿದ್ದು, ಸುಮಾರು 6 ಎಡಿ ಎತ್ತರವಿದ್ದಾರೆ. ಇವರ ಬಗ್ಗೆ ಮಾಹಿತಿ ಸಿಕ್ಕಲ್ಲಿ ಉದಯಗಿರಿ ಪೊಲೀಸ್ ಠಾಣೆ ದೂ: 0821–2418309, 0821–2418339 ಸಂಪರ್ಕಿಸಬಹುದು.: [80, 936, 400, 1038]
story2-headline: ಮೈಸೂರಿನ ಉದಯಗಿರಿ ಪೊಲೀಸ್ ಠಾಣೆ ವ್ಯಾಪ್ತಿಯಲ್ಲಿ ನಾಲ್ವರು ನಾಪತ್ತೆ: [80, 492, 468, 548]
story5-headline: ಕೊರೊನಾ: ಪೊಲೀಸರಿಗೆ ಸುರಕ್ಷೆ: [609, 1039, 961, 1080]
story6-headline-quote: ‘ಪ್ರಚಾರ’: [1326, 1036, 1405, 1066]
reg-dot-black-mid: [815, 2318, 826, 2330]
left-column-divider: [479, 138, 480, 2240]
story2-p4: ರಾಜೀವನಗರ 1ನೇ ಹಂತದ ನಿವಾಸಿ ಮಹಮ್ಮದ್ ಅಲ್ತಾಫ್ ಅವರ ಪತ್ನಿ ಸಮೀರಾಬಾನು (34) ಜೂನ್ 18ರಂದು ಮನೆಯಿಂದ ಹೊರಗೆ ಹೋದವರು ವಾಪಸ್ ಬಂದಿರುವುದಿಲ್ಲ ಎಂದು ಅವರ ತಂದೆ ಮಹಬ್ ಅಲಿಖಾನ್ ನೀಡಿರುವ ದೂರಿನಲ್ಲಿ ತಿಳಿಸಲಾಗಿದೆ. ಸಾಧಾರಣ ಮೈಕಟ್ಟು, ಗೋಧಿ ಬಣ್ಣ, ಕೋಲು ಮುಖ ಹೊಂದಿದ್ದು, ಸುಮಾರು 5.4 ಎಡಿ ಎತ್ತರವಿದ್ದಾರೆ.: [156, 823, 473, 908]
events-body: [80, 1640, 473, 1858]
palace-svg: [80, 1479, 473, 1636]
svg-text:♪: ♪: [158, 367, 192, 414]
masthead-rule: [80, 129, 1491, 132]
tiktok-label: TikTok: [180, 401, 214, 423]
tiktok-coffin: [117, 351, 259, 438]
story5-col3: ಸೂಚನೆ ನೀಡಿದ್ದಾರೆ. ಅದರಂತೆ ಇಂದು ಜಿಲ್ಲಾಧಿಕಾರಿ ಕಚೇರಿ ಬಳಿ ಲಕ್ಷ್ಮೀಪುರಂ ಠಾಣೆ ಇನ್ಸ್‌ಪೆಕ್ಟರ್ ವೆಂಕಟೇಶ್ ಅವರು ಸಿಬ್ಬಂದಿಗೆ ಸುರಕ್ಷಾ ಕ್ರಮಗಳ ಬಗ್ಗೆ ಮಾಹಿತಿ ನೀಡಿದರು.: [887, 1383, 1084, 1450]
reg-dot-cyan-left: [87, 2318, 99, 2330]
cartoon-title: ‘ಮಿತ್ರ’ನ ಮಿಂಚು: [88, 143, 178, 161]
reg-dot-black-right: [1484, 2318, 1495, 2330]
story10-divider: [1271, 1880, 1273, 2243]
story5-caption: ಮೈಸೂರು ಡಿಸಿ ಕಚೇರಿ ಬಳಿ ಮಂಗಳವಾರ ಲಕ್ಷ್ಮೀಪುರಂ ಠಾಣೆ ಇನ್ಸ್‌ಪೆಕ್ಟರ್ ವೆಂಕಟೇಶ್ ಅವರಿಂದ ಸಿಬ್ಬಂದಿಗೆ ಸೂಚನೆ.: [495, 1362, 892, 1375]
